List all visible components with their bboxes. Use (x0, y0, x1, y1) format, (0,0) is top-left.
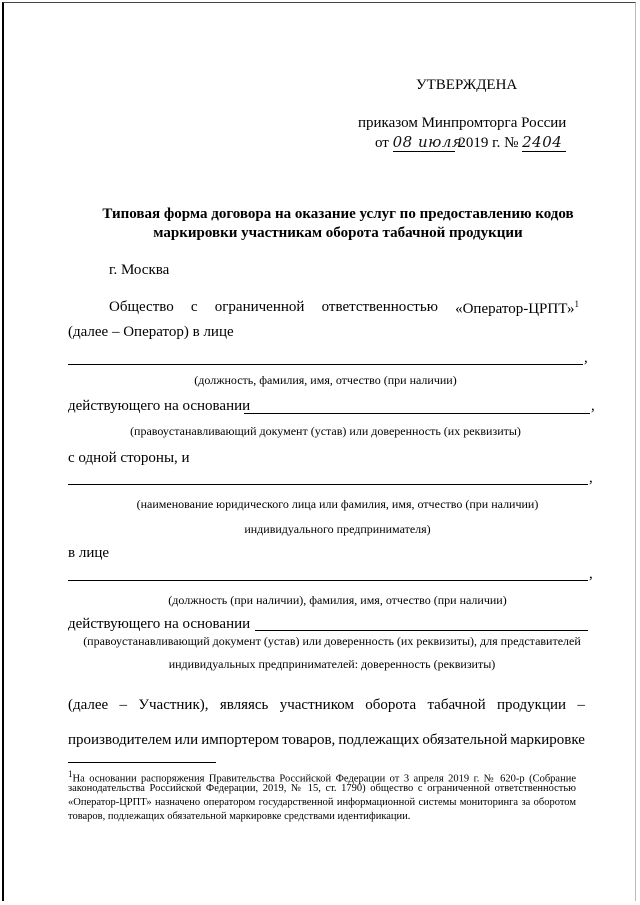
intro-line-1 (109, 299, 579, 318)
number-handwritten: 2404 (522, 133, 566, 152)
hint-basis-document-2b: индивидуальных предпринимателей: доверенность (реквизиты) (168, 657, 496, 671)
blank-line (244, 413, 590, 414)
paragraph-word: (далее (68, 697, 109, 713)
hint-entity-name-2: индивидуального предпринимателя) (244, 522, 431, 536)
paragraph-word: продукции (496, 697, 567, 713)
footnote-line-1: $^1$На основании распоряжения Правительства Российской Федерации от 3 апреля 2019 г. № 620-р (Собрание (68, 769, 576, 785)
paragraph-line-1 (68, 697, 585, 714)
comma: , (589, 566, 593, 582)
blank-line (68, 484, 588, 485)
paragraph-word: оборота (365, 697, 417, 713)
approval-title: УТВЕРЖДЕНА (416, 77, 518, 93)
footnote-ref: 1 (574, 299, 579, 309)
paragraph-word: являясь (219, 697, 269, 713)
paragraph-word: импортером (201, 732, 279, 748)
intro-word: Общество (109, 299, 174, 315)
date-handwritten: 08 июля (392, 133, 463, 151)
paragraph-word: подлежащих (338, 732, 420, 748)
year-text: 2019 г. № (458, 135, 519, 151)
blank-line (68, 580, 588, 581)
hint-basis-document: (правоустанавливающий документ (устав) или доверенность (их реквизиты) (130, 424, 521, 438)
in-person-text: в лице (68, 545, 110, 561)
paragraph-line-2 (68, 732, 585, 749)
intro-word: «Оператор-ЦРПТ»$^1$ (455, 299, 579, 317)
paragraph-word: или (174, 732, 199, 748)
intro-word: ответственностью (321, 299, 438, 315)
paragraph-word: Участник), (138, 697, 209, 713)
hint-position-name: (должность, фамилия, имя, отчество (при наличии) (194, 373, 457, 387)
footnote-line-2: законодательства Российской Федерации, 2019, № 15, ст. 1790) общество с ограниченной ответственностью (68, 783, 576, 794)
footnote-line-3: «Оператор-ЦРПТ» назначено оператором государственной информационной системы мониторинга за оборотом (68, 797, 576, 808)
blank-line (255, 630, 588, 631)
comma: , (591, 398, 595, 414)
paragraph-word: – (577, 697, 585, 713)
intro-line-2: (далее – Оператор) в лице (68, 324, 234, 340)
paragraph-word: маркировке (510, 732, 585, 748)
paragraph-word: товаров, (282, 732, 336, 748)
footnote-separator (68, 762, 216, 763)
hint-entity-name-1: (наименование юридического лица или фамилия, имя, отчество (при наличии) (136, 497, 539, 511)
basis-label-2: действующего на основании (68, 616, 251, 632)
paragraph-word: участником (279, 697, 354, 713)
hint-position-name-2: (должность (при наличии), фамилия, имя, отчество (при наличии) (168, 593, 507, 607)
paragraph-word: производителем (68, 732, 172, 748)
city: г. Москва (109, 262, 170, 278)
blank-line (68, 364, 583, 365)
hint-basis-document-2a: (правоустанавливающий документ (устав) или доверенность (их реквизиты), для представителей (83, 634, 581, 648)
heading-line-1: Типовая форма договора на оказание услуг по предоставлению кодов (102, 206, 574, 222)
basis-label-1: действующего на основании (68, 398, 251, 414)
comma: , (589, 470, 593, 486)
footnote-line-4: товаров, подлежащих обязательной маркировке средствами идентификации. (68, 811, 411, 822)
comma: , (584, 350, 588, 366)
approval-date-line (375, 133, 566, 152)
paragraph-word: обязательной (422, 732, 508, 748)
one-side-text: с одной стороны, и (68, 450, 190, 466)
paragraph-word: табачной (427, 697, 486, 713)
footnote-mark: 1 (68, 769, 73, 779)
approval-order-line: приказом Минпромторга России (358, 115, 567, 131)
intro-word: ограниченной (214, 299, 305, 315)
intro-word: с (190, 299, 198, 315)
paragraph-word: – (119, 697, 128, 713)
date-prefix: от (375, 135, 389, 151)
heading-line-2: маркировки участникам оборота табачной продукции (153, 225, 523, 241)
